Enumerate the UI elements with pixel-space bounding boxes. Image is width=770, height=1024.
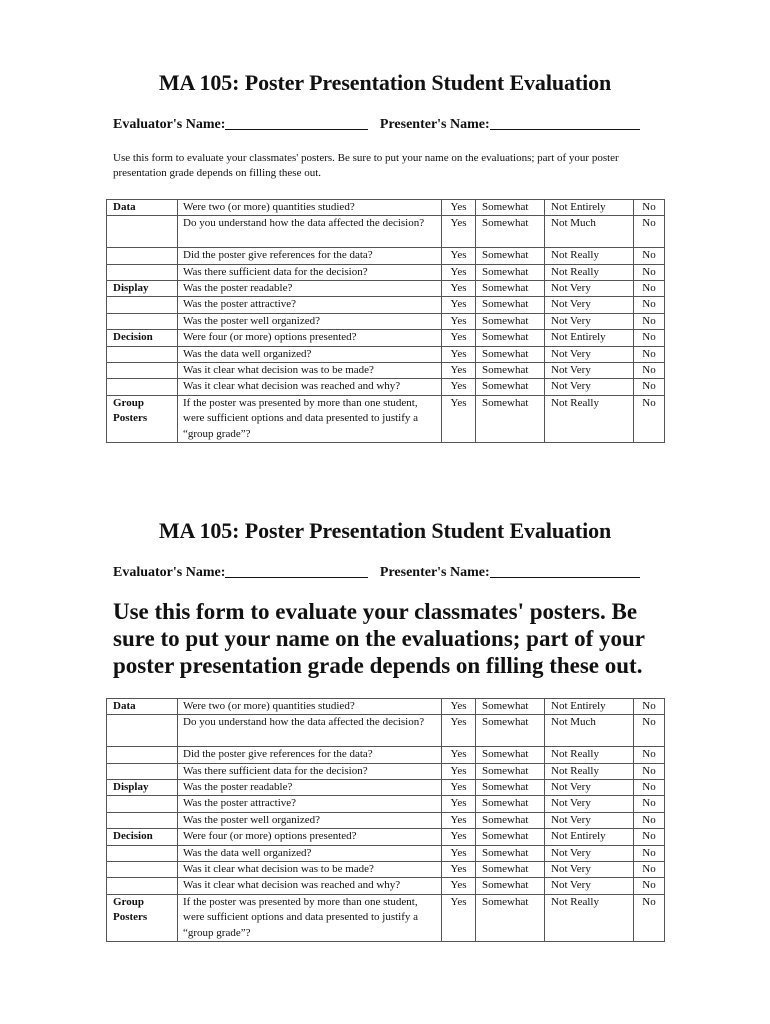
table-row	[107, 379, 665, 395]
question-cell: Did the poster give references for the data?	[178, 747, 442, 763]
rating-negative-option[interactable]: Not Really	[545, 763, 634, 779]
rating-negative-option[interactable]: Not Entirely	[545, 829, 634, 845]
rating-somewhat-option[interactable]: Somewhat	[476, 264, 545, 280]
category-cell	[107, 715, 178, 747]
rating-no-option[interactable]: No	[634, 264, 665, 280]
table-row	[107, 264, 665, 280]
question-cell: Was it clear what decision was reached and why?	[178, 379, 442, 395]
table-row	[107, 248, 665, 264]
rating-yes-option[interactable]: Yes	[442, 216, 476, 248]
rating-somewhat-option[interactable]: Somewhat	[476, 248, 545, 264]
category-cell	[107, 862, 178, 878]
form-1-title: MA 105: Poster Presentation Student Evaluation	[158, 70, 612, 95]
form-2-title: MA 105: Poster Presentation Student Evaluation	[158, 518, 612, 543]
category-cell	[107, 796, 178, 812]
rating-somewhat-option[interactable]: Somewhat	[476, 330, 545, 346]
question-cell: Were four (or more) options presented?	[178, 330, 442, 346]
rating-no-option[interactable]: No	[634, 281, 665, 297]
table-row	[107, 763, 665, 779]
rating-negative-option[interactable]: Not Much	[545, 715, 634, 747]
rating-yes-option[interactable]: Yes	[442, 379, 476, 395]
category-cell	[107, 264, 178, 280]
category-cell	[107, 747, 178, 763]
category-cell	[107, 248, 178, 264]
evaluator-name-field[interactable]	[225, 117, 368, 130]
rating-negative-option[interactable]: Not Very	[545, 878, 634, 894]
rating-no-option[interactable]: No	[634, 248, 665, 264]
rating-negative-option[interactable]: Not Entirely	[545, 699, 634, 715]
rating-no-option[interactable]: No	[634, 829, 665, 845]
table-row	[107, 297, 665, 313]
form-1-evaluation-table	[106, 199, 665, 443]
table-row	[107, 363, 665, 379]
rating-somewhat-option[interactable]: Somewhat	[476, 747, 545, 763]
rating-yes-option[interactable]: Yes	[442, 845, 476, 861]
question-cell: Did the poster give references for the data?	[178, 248, 442, 264]
rating-yes-option[interactable]: Yes	[442, 829, 476, 845]
category-cell: Display	[107, 281, 178, 297]
rating-no-option[interactable]: No	[634, 363, 665, 379]
rating-somewhat-option[interactable]: Somewhat	[476, 281, 545, 297]
rating-yes-option[interactable]: Yes	[442, 330, 476, 346]
evaluator-name-label: Evaluator's Name:	[113, 565, 226, 580]
table-row	[107, 281, 665, 297]
category-cell: Data	[107, 699, 178, 715]
table-row	[107, 313, 665, 329]
table-row	[107, 845, 665, 861]
rating-negative-option[interactable]: Not Very	[545, 281, 634, 297]
rating-no-option[interactable]: No	[634, 216, 665, 248]
presenter-name-field[interactable]	[490, 117, 640, 130]
rating-negative-option[interactable]: Not Very	[545, 297, 634, 313]
rating-somewhat-option[interactable]: Somewhat	[476, 812, 545, 828]
rating-yes-option[interactable]: Yes	[442, 747, 476, 763]
table-row	[107, 330, 665, 346]
rating-negative-option[interactable]: Not Very	[545, 796, 634, 812]
table-row	[107, 346, 665, 362]
question-cell: Was the poster well organized?	[178, 313, 442, 329]
table-row	[107, 862, 665, 878]
rating-somewhat-option[interactable]: Somewhat	[476, 363, 545, 379]
category-cell	[107, 346, 178, 362]
rating-somewhat-option[interactable]: Somewhat	[476, 200, 545, 216]
question-cell: Was the poster readable?	[178, 780, 442, 796]
rating-negative-option[interactable]: Not Really	[545, 747, 634, 763]
question-cell: Was it clear what decision was to be made?	[178, 862, 442, 878]
table-row	[107, 699, 665, 715]
rating-no-option[interactable]: No	[634, 313, 665, 329]
rating-yes-option[interactable]: Yes	[442, 878, 476, 894]
rating-yes-option[interactable]: Yes	[442, 894, 476, 941]
question-cell: Were two (or more) quantities studied?	[178, 699, 442, 715]
rating-no-option[interactable]: No	[634, 715, 665, 747]
category-cell	[107, 763, 178, 779]
category-cell: Group Posters	[107, 395, 178, 442]
evaluator-name-label: Evaluator's Name:	[113, 117, 226, 132]
category-cell	[107, 845, 178, 861]
rating-somewhat-option[interactable]: Somewhat	[476, 894, 545, 941]
rating-no-option[interactable]: No	[634, 812, 665, 828]
question-cell: Was the poster attractive?	[178, 297, 442, 313]
rating-somewhat-option[interactable]: Somewhat	[476, 216, 545, 248]
rating-no-option[interactable]: No	[634, 747, 665, 763]
rating-no-option[interactable]: No	[634, 796, 665, 812]
rating-no-option[interactable]: No	[634, 297, 665, 313]
rating-somewhat-option[interactable]: Somewhat	[476, 878, 545, 894]
question-cell: Was the data well organized?	[178, 845, 442, 861]
rating-yes-option[interactable]: Yes	[442, 264, 476, 280]
rating-somewhat-option[interactable]: Somewhat	[476, 763, 545, 779]
rating-negative-option[interactable]: Not Very	[545, 862, 634, 878]
presenter-name-label: Presenter's Name:	[379, 565, 490, 580]
rating-somewhat-option[interactable]: Somewhat	[476, 796, 545, 812]
category-cell	[107, 878, 178, 894]
rating-negative-option[interactable]: Not Much	[545, 216, 634, 248]
rating-negative-option[interactable]: Not Really	[545, 395, 634, 442]
rating-no-option[interactable]: No	[634, 862, 665, 878]
rating-yes-option[interactable]: Yes	[442, 248, 476, 264]
rating-somewhat-option[interactable]: Somewhat	[476, 780, 545, 796]
question-cell: Was it clear what decision was reached and why?	[178, 878, 442, 894]
category-cell	[107, 297, 178, 313]
category-cell: Decision	[107, 330, 178, 346]
table-row	[107, 715, 665, 747]
table-row	[107, 395, 665, 442]
category-cell: Display	[107, 780, 178, 796]
rating-somewhat-option[interactable]: Somewhat	[476, 699, 545, 715]
rating-negative-option[interactable]: Not Really	[545, 264, 634, 280]
rating-no-option[interactable]: No	[634, 699, 665, 715]
table-row	[107, 878, 665, 894]
table-row	[107, 780, 665, 796]
category-cell	[107, 812, 178, 828]
rating-yes-option[interactable]: Yes	[442, 281, 476, 297]
question-cell: Do you understand how the data affected the decision?	[178, 216, 442, 248]
rating-no-option[interactable]: No	[634, 379, 665, 395]
table-row	[107, 200, 665, 216]
form-2-instructions: Use this form to evaluate your classmates' posters. Be sure to put your name on the evaluations; part of your poster presentation grade depends on filling these out.	[113, 599, 645, 678]
rating-yes-option[interactable]: Yes	[442, 796, 476, 812]
rating-no-option[interactable]: No	[634, 346, 665, 362]
category-cell: Data	[107, 200, 178, 216]
rating-negative-option[interactable]: Not Entirely	[545, 200, 634, 216]
rating-yes-option[interactable]: Yes	[442, 363, 476, 379]
category-cell: Decision	[107, 829, 178, 845]
rating-no-option[interactable]: No	[634, 845, 665, 861]
form-2-evaluation-table	[106, 698, 665, 942]
rating-no-option[interactable]: No	[634, 763, 665, 779]
presenter-name-field[interactable]	[490, 565, 640, 578]
rating-negative-option[interactable]: Not Very	[545, 780, 634, 796]
table-row	[107, 894, 665, 941]
question-cell: Was there sufficient data for the decision?	[178, 763, 442, 779]
rating-negative-option[interactable]: Not Very	[545, 812, 634, 828]
rating-negative-option[interactable]: Not Very	[545, 346, 634, 362]
question-cell: Were two (or more) quantities studied?	[178, 200, 442, 216]
rating-yes-option[interactable]: Yes	[442, 699, 476, 715]
category-cell	[107, 379, 178, 395]
rating-negative-option[interactable]: Not Very	[545, 379, 634, 395]
rating-no-option[interactable]: No	[634, 780, 665, 796]
question-cell: If the poster was presented by more than one student, were sufficient options and data presented to justify a “group grade”?	[178, 894, 442, 941]
presenter-name-label: Presenter's Name:	[379, 117, 490, 132]
category-cell: Group Posters	[107, 894, 178, 941]
form-2-name-fields	[113, 565, 640, 581]
rating-negative-option[interactable]: Not Entirely	[545, 330, 634, 346]
rating-yes-option[interactable]: Yes	[442, 346, 476, 362]
question-cell: If the poster was presented by more than one student, were sufficient options and data presented to justify a “group grade”?	[178, 395, 442, 442]
table-row	[107, 796, 665, 812]
question-cell: Was the poster readable?	[178, 281, 442, 297]
rating-yes-option[interactable]: Yes	[442, 862, 476, 878]
rating-negative-option[interactable]: Not Very	[545, 845, 634, 861]
question-cell: Was the data well organized?	[178, 346, 442, 362]
rating-somewhat-option[interactable]: Somewhat	[476, 379, 545, 395]
rating-negative-option[interactable]: Not Really	[545, 894, 634, 941]
rating-yes-option[interactable]: Yes	[442, 200, 476, 216]
rating-no-option[interactable]: No	[634, 878, 665, 894]
rating-negative-option[interactable]: Not Really	[545, 248, 634, 264]
form-1-name-fields	[113, 117, 640, 133]
question-cell: Was there sufficient data for the decision?	[178, 264, 442, 280]
table-row	[107, 747, 665, 763]
rating-somewhat-option[interactable]: Somewhat	[476, 715, 545, 747]
category-cell	[107, 313, 178, 329]
question-cell: Was the poster attractive?	[178, 796, 442, 812]
rating-yes-option[interactable]: Yes	[442, 763, 476, 779]
rating-no-option[interactable]: No	[634, 200, 665, 216]
table-row	[107, 812, 665, 828]
question-cell: Do you understand how the data affected the decision?	[178, 715, 442, 747]
question-cell: Was it clear what decision was to be made?	[178, 363, 442, 379]
rating-somewhat-option[interactable]: Somewhat	[476, 395, 545, 442]
rating-no-option[interactable]: No	[634, 894, 665, 941]
question-cell: Was the poster well organized?	[178, 812, 442, 828]
category-cell	[107, 216, 178, 248]
rating-yes-option[interactable]: Yes	[442, 313, 476, 329]
rating-somewhat-option[interactable]: Somewhat	[476, 346, 545, 362]
rating-no-option[interactable]: No	[634, 330, 665, 346]
rating-negative-option[interactable]: Not Very	[545, 363, 634, 379]
rating-negative-option[interactable]: Not Very	[545, 313, 634, 329]
rating-yes-option[interactable]: Yes	[442, 395, 476, 442]
rating-no-option[interactable]: No	[634, 395, 665, 442]
rating-somewhat-option[interactable]: Somewhat	[476, 297, 545, 313]
rating-somewhat-option[interactable]: Somewhat	[476, 829, 545, 845]
rating-somewhat-option[interactable]: Somewhat	[476, 862, 545, 878]
category-cell	[107, 363, 178, 379]
rating-yes-option[interactable]: Yes	[442, 297, 476, 313]
table-row	[107, 216, 665, 248]
rating-yes-option[interactable]: Yes	[442, 780, 476, 796]
rating-somewhat-option[interactable]: Somewhat	[476, 313, 545, 329]
rating-yes-option[interactable]: Yes	[442, 812, 476, 828]
question-cell: Were four (or more) options presented?	[178, 829, 442, 845]
rating-somewhat-option[interactable]: Somewhat	[476, 845, 545, 861]
evaluator-name-field[interactable]	[225, 565, 368, 578]
rating-yes-option[interactable]: Yes	[442, 715, 476, 747]
table-row	[107, 829, 665, 845]
form-1-instructions: Use this form to evaluate your classmates' posters. Be sure to put your name on the evaluations; part of your poster presentation grade depends on filling these out.	[113, 152, 619, 179]
